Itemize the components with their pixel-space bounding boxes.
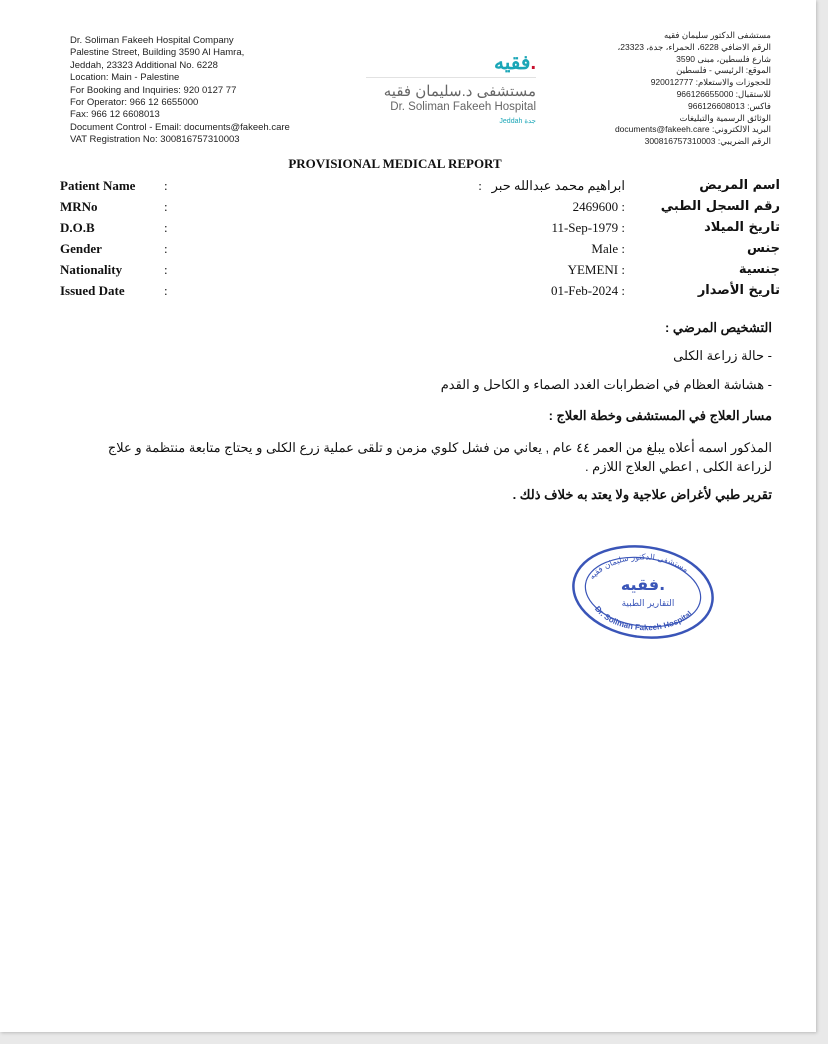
info-value: Male :	[591, 241, 625, 256]
info-row-nationality	[60, 262, 780, 282]
header-line: الرقم الضريبي: 300816757310003	[644, 136, 771, 147]
logo-english-name: Dr. Soliman Fakeeh Hospital	[390, 101, 536, 113]
separator: :	[164, 262, 168, 277]
header-line: VAT Registration No: 300816757310003	[70, 134, 240, 146]
header-line: For Operator: 966 12 6655000	[70, 97, 199, 109]
info-value: ابراهيم محمد عبدالله حبر :	[478, 178, 625, 193]
info-label: Gender	[60, 241, 102, 256]
stamp-middle-text: التقارير الطبية	[621, 599, 675, 609]
stamp-bottom-text: Dr. Soliman Fakeeh Hospital	[592, 604, 694, 633]
header-line: الرقم الاضافي 6228، الحمراء، جدة، 23323،	[617, 41, 771, 52]
logo-mark: .فقيه	[494, 52, 536, 74]
header-address-arabic	[615, 30, 771, 148]
separator: :	[164, 283, 168, 298]
info-value: 01-Feb-2024 :	[550, 283, 625, 298]
header-line: Palestine Street, Building 3590 Al Hamra,	[70, 47, 245, 59]
header-line: للاستقبال: 966126655000	[676, 88, 771, 99]
header-line: الوثائق الرسمية والتبليغات	[679, 112, 771, 123]
header-address-english	[70, 35, 290, 147]
diagnosis-item: - هشاشة العظام في اضطرابات الغدد الصماء و الكاحل و القدم	[440, 377, 772, 392]
info-arabic-label: رقم السجل الطبي	[660, 199, 780, 214]
info-row-dob	[60, 220, 780, 240]
treatment-heading: مسار العلاج في المستشفى وخطة العلاج :	[548, 408, 772, 423]
info-row-patient-name	[60, 178, 780, 198]
separator: :	[164, 241, 168, 256]
header-line: Jeddah, 23323 Additional No. 6228	[70, 59, 218, 71]
separator: :	[164, 199, 168, 214]
hospital-logo	[366, 50, 536, 125]
info-row-gender	[60, 241, 780, 261]
treatment-text: المذكور اسمه أعلاه يبلغ من العمر ٤٤ عام , يعاني من فشل كلوي مزمن و تلقى عملية زرع الكلى و يحتاج متابعة منتظمة و علاج لزراعة الكلى , اعطي العلاج اللازم .	[107, 440, 772, 474]
header-line: الموقع: الرئيسي - فلسطين	[676, 65, 771, 76]
diagnosis-heading: التشخيص المرضي :	[664, 320, 772, 335]
header-line: شارع فلسطين، مبنى 3590	[676, 53, 771, 64]
separator: :	[164, 220, 168, 235]
separator: :	[164, 178, 168, 193]
header-line: البريد الالكتروني: documents@fakeeh.care	[614, 124, 771, 135]
logo-arabic-name: مستشفى د.سليمان فقيه	[383, 83, 536, 100]
header-line: Dr. Soliman Fakeeh Hospital Company	[70, 35, 234, 46]
header-line: Location: Main - Palestine	[70, 72, 180, 84]
report-title: PROVISIONAL MEDICAL REPORT	[288, 156, 502, 171]
header-line: Fax: 966 12 6608013	[70, 109, 160, 121]
info-arabic-label: اسم المريض	[699, 178, 780, 193]
stamp-center-text: فقيه.	[620, 575, 666, 594]
header-line: فاكس: 966126608013	[688, 100, 771, 111]
header-line: For Booking and Inquiries: 920 0127 77	[70, 84, 237, 96]
info-row-mrno	[60, 199, 780, 219]
info-label: Issued Date	[60, 283, 125, 298]
header-line: للحجوزات والاستعلام: 920012777	[650, 77, 771, 88]
hospital-stamp	[568, 540, 718, 645]
info-arabic-label: تاريخ الميلاد	[704, 220, 780, 235]
info-arabic-label: تاريخ الأصدار	[697, 283, 780, 298]
info-label: Patient Name	[60, 178, 136, 193]
info-value: 11-Sep-1979 :	[551, 220, 625, 235]
info-value: YEMENI :	[567, 262, 625, 277]
header-line: Document Control - Email: documents@fakeeh.care	[70, 121, 290, 133]
diagnosis-item: - حالة زراعة الكلى	[673, 348, 772, 363]
header-line: مستشفى الدكتور سليمان فقيه	[663, 30, 771, 40]
info-label: MRNo	[60, 199, 98, 214]
logo-city: Jeddah جدة	[499, 118, 536, 125]
info-value: 2469600 :	[572, 199, 625, 214]
info-arabic-label: جنس	[746, 241, 780, 256]
disclaimer: تقرير طبي لأغراض علاجية ولا يعتد به خلاف ذلك .	[512, 487, 772, 502]
info-label: D.O.B	[60, 220, 95, 235]
info-row-issued-date	[60, 283, 780, 303]
stamp-top-text: مستشفى الدكتور سليمان فقيه	[587, 552, 691, 582]
info-arabic-label: جنسية	[738, 262, 780, 277]
info-label: Nationality	[60, 262, 123, 277]
